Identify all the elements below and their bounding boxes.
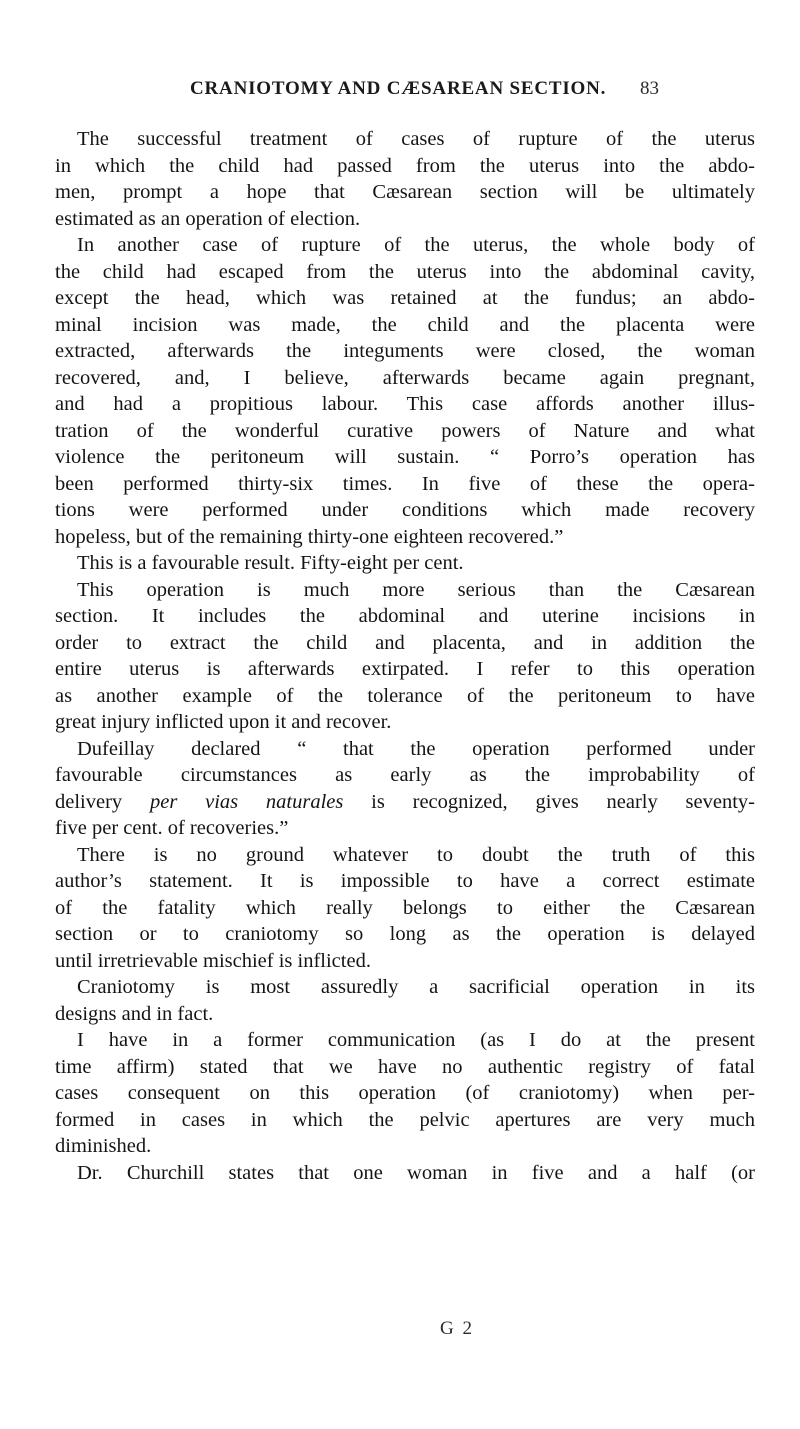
text-line: This is a favourable result. Fifty-eight per cent. (77, 552, 464, 574)
text-line: estimated as an operation of election. (55, 207, 361, 230)
text-line: Dufeillay declared “ that the operation performed under (77, 737, 755, 760)
text-line: cases consequent on this operation (of craniotomy) when per- (55, 1082, 755, 1104)
text-line: diminished. (55, 1135, 152, 1157)
text-line: extracted, afterwards the integuments were closed, the woman (55, 340, 755, 362)
text-line: designs and in fact. (55, 1002, 214, 1025)
text-line: Craniotomy is most assuredly a sacrificial operation in its (77, 976, 755, 998)
text-line: violence the peritoneum will sustain. “ Porro’s operation has (55, 446, 755, 468)
page-number: 83 (640, 78, 659, 99)
text-line: favourable circumstances as early as the improbability of (55, 764, 755, 786)
page-header (0, 78, 800, 108)
text-line: section. It includes the abdominal and uterine incisions in (55, 605, 755, 627)
text-line: except the head, which was retained at the fundus; an abdo- (55, 287, 755, 309)
body-text (55, 126, 755, 1186)
text-line: been performed thirty-six times. In five of these the opera- (55, 472, 755, 495)
text-line: minal incision was made, the child and the placenta were (55, 313, 755, 336)
text-line: formed in cases in which the pelvic apertures are very much (55, 1108, 755, 1131)
text-line: entire uterus is afterwards extirpated. I refer to this operation (55, 658, 755, 680)
signature-mark: G 2 (440, 1318, 474, 1339)
text-line: section or to craniotomy so long as the operation is delayed (55, 923, 755, 945)
text-line: men, prompt a hope that Cæsarean section will be ultimately (55, 181, 755, 203)
text-line: great injury inflicted upon it and recover. (55, 711, 392, 733)
text-line: five per cent. of recoveries.” (55, 817, 289, 839)
text-line: tration of the wonderful curative powers of Nature and what (55, 419, 755, 442)
text-line: This operation is much more serious than the Cæsarean (77, 578, 755, 601)
text-line: There is no ground whatever to doubt the truth of this (77, 843, 755, 866)
running-head: CRANIOTOMY AND CÆSAREAN SECTION. (190, 78, 607, 99)
text-line: as another example of the tolerance of the peritoneum to have (55, 684, 755, 707)
text-line: in which the child had passed from the uterus into the abdo- (55, 154, 755, 177)
text-line: I have in a former communication (as I do at the present (77, 1029, 755, 1051)
text-line: time affirm) stated that we have no authentic registry of fatal (55, 1055, 755, 1078)
text-line: until irretrievable mischief is inflicted. (55, 949, 371, 972)
text-line: recovered, and, I believe, afterwards became again pregnant, (55, 366, 755, 389)
text-line: hopeless, but of the remaining thirty-one eighteen recovered.” (55, 525, 564, 548)
text-line: the child had escaped from the uterus into the abdominal cavity, (55, 260, 755, 283)
text-line: author’s statement. It is impossible to have a correct estimate (55, 870, 755, 892)
text-line: tions were performed under conditions which made recovery (55, 499, 755, 521)
text-line: The successful treatment of cases of rupture of the uterus (77, 128, 755, 150)
text-line: delivery per vias naturales is recognized, gives nearly seventy- (55, 790, 755, 813)
text-line: order to extract the child and placenta, and in addition the (55, 631, 755, 654)
text-line: Dr. Churchill states that one woman in five and a half (or (77, 1161, 755, 1184)
text-line: In another case of rupture of the uterus, the whole body of (77, 234, 755, 256)
text-line: of the fatality which really belongs to either the Cæsarean (55, 896, 755, 919)
text-line: and had a propitious labour. This case affords another illus- (55, 393, 755, 415)
